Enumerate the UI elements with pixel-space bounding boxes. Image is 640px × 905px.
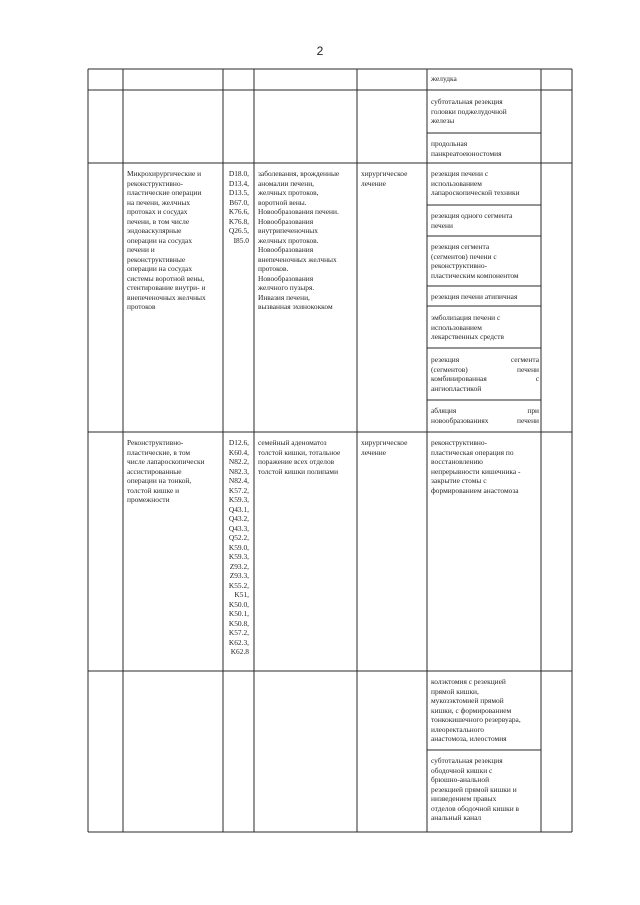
disease-description: семейный аденоматоз толстой кишки, тотальное поражение всех отделов толстой кишки полипами: [258, 438, 341, 476]
icd-codes: D18.0, D13.4, D13.5, B67.0, K76.6, K76.8, Q26.5, I85.0: [228, 169, 249, 245]
method-cell: резекция печени с использованием лапароскопической техники: [431, 169, 520, 197]
treatment-type: хирургическое лечение: [361, 438, 408, 457]
procedure-name: Реконструктивно- пластические, в том числе лапароскопически ассистированные операции на тонкой, толстой кишке и промежности: [127, 438, 205, 504]
method-cell: субтотальная резекция ободочной кишки с брюшно-анальной резекцией прямой кишки и низведением правых отделов ободочной кишки в анальный канал: [431, 756, 519, 822]
method-cell: абляция при новообразованиях печени: [431, 406, 539, 425]
method-cell: эмболизация печени с использованием лекарственных средств: [431, 313, 504, 341]
icd-codes: D12.6, K60.4, N82.2, N82.3, N82.4, K57.2, K59.3, Q43.1, Q43.2, Q43.3, Q52.2, K59.0, K59.3, Z93.2, Z93.3, K55.2, K51, K50.0, K50.1, K50.8, K57.2, K62.3, K62.8: [228, 438, 249, 656]
page-number: 2: [316, 44, 324, 58]
method-cell: желудка: [431, 74, 457, 83]
method-cell: продольная панкреатоеюностомия: [431, 139, 502, 158]
method-cell: резекция сегмента (сегментов) печени комбинированная с ангиопластикой: [431, 355, 539, 393]
disease-description: заболевания, врожденные аномалии печени, желчных протоков, воротной вены. Новообразования печени. Новообразования внутрипеченочных желчных протоков. Новообразования внепеченочных желчных протоков. Новообразования желчного пузыря. Инвазия печени, вызванная эхинококком: [258, 169, 340, 311]
method-cell: резекция одного сегмента печени: [431, 211, 513, 230]
procedure-name: Микрохирургические и реконструктивно- пластические операции на печени, желчных протоках и сосудах печени, в том числе эндоваскулярные операции на сосудах печени и реконструктивные операции на сосудах системы воротной вены, стентирование внутри- и внепеченочных желчных протоков: [127, 169, 206, 311]
treatment-type: хирургическое лечение: [361, 169, 408, 188]
method-cell: субтотальная резекция головки поджелудочной железы: [431, 97, 507, 125]
method-cell: резекция печени атипичная: [431, 292, 518, 301]
method-cell: резекция сегмента (сегментов) печени с реконструктивно- пластическим компонентом: [431, 242, 519, 280]
method-cell: реконструктивно- пластическая операция по восстановлению непрерывности кишечника - закрытие стомы с формированием анастомоза: [431, 438, 521, 495]
method-cell: колэктомия с резекцией прямой кишки, мукозэктомией прямой кишки, с формированием тонкокишечного резервуара, илеоректального анастомоза, илеостомия: [431, 677, 521, 743]
